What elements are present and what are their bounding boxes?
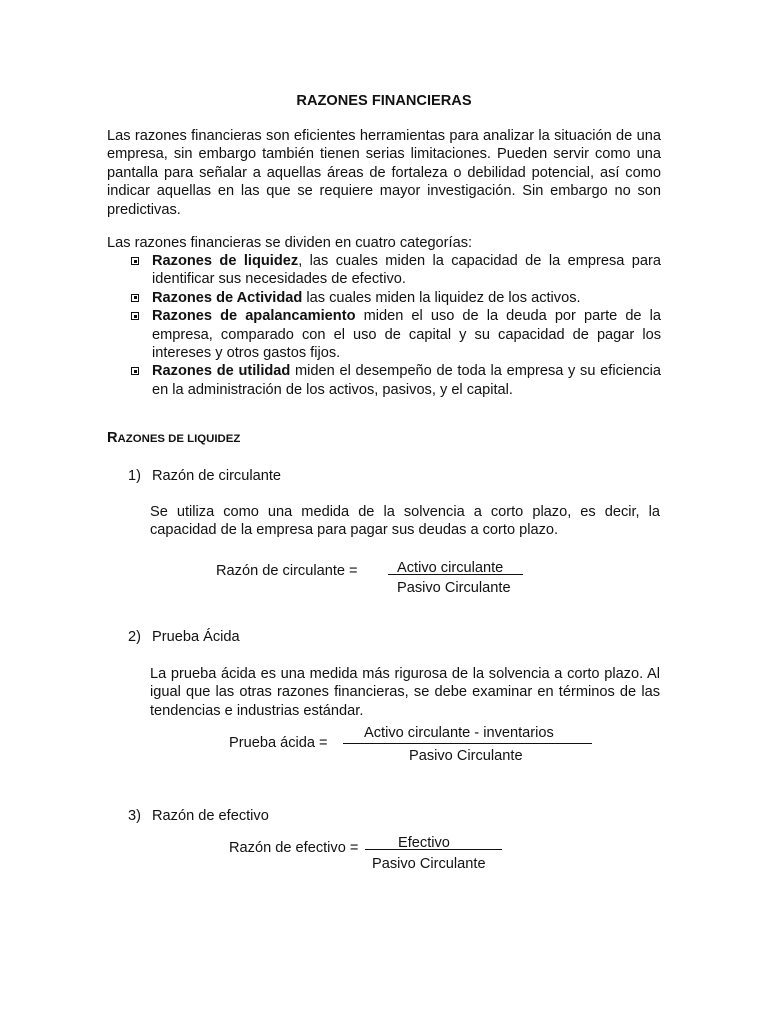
list-item [107,289,661,307]
item-heading [128,628,240,646]
category-text: miden el uso de la deuda por parte de la empresa, comparado con el uso de capital y su capacidad de pagar los intereses y otros gastos fijos. [152,308,661,362]
formula-numerator: Activo circulante [397,560,504,576]
category-term: Razones de Actividad [152,289,303,306]
formula-numerator: Activo circulante - inventarios [364,725,554,741]
formula-label: Razón de efectivo = [229,840,359,856]
item-number: 3) [128,808,141,824]
formula-denominator: Pasivo Circulante [372,856,486,872]
list-item [107,362,661,399]
formula-label: Razón de circulante = [216,563,358,579]
category-text: miden el desempeño de toda la empresa y su eficiencia en la administración de los activos, pasivos, y el capital. [152,363,661,398]
item-description: La prueba ácida es una medida más rigurosa de la solvencia a corto plazo. Al igual que las otras razones financieras, se debe examinar en términos de las tendencias e industrias estándar. [150,666,660,719]
square-bullet-icon [131,257,139,265]
intro-paragraph: Las razones financieras son eficientes herramientas para analizar la situación de una empresa, sin embargo también tienen serias limitaciones. Pueden servir como una pantalla para señalar a aquellas áreas de fortaleza o debilidad potencial, así como indicar aquellas en las que se requiere mayor investigación. Sin embargo no son predictivas. [107,128,661,218]
fraction-line [388,574,523,575]
section-heading-initial: R [107,430,118,446]
item-heading [128,467,281,485]
fraction-line [365,849,502,850]
item-number: 1) [128,468,141,484]
fraction-line [343,743,592,744]
section-heading [107,429,240,448]
category-term: Razones de liquidez [152,253,299,269]
item-title: Razón de circulante [152,468,281,484]
formula-denominator: Pasivo Circulante [409,748,523,764]
categories-intro: Las razones financieras se dividen en cuatro categorías: [107,235,473,251]
formula-label: Prueba ácida = [229,735,328,751]
item-title: Razón de efectivo [152,808,269,824]
formula-denominator: Pasivo Circulante [397,580,511,596]
square-bullet-icon [131,367,139,375]
square-bullet-icon [131,312,139,320]
item-description: Se utiliza como una medida de la solvencia a corto plazo, es decir, la capacidad de la empresa para pagar sus deudas a corto plazo. [150,504,660,539]
square-bullet-icon [131,294,139,302]
item-heading [128,807,269,825]
section-heading-rest: AZONES DE LIQUIDEZ [117,433,241,445]
categories-list [107,252,661,399]
list-item [107,307,661,362]
category-term: Razones de utilidad [152,363,291,380]
category-text: las cuales miden la liquidez de los activos. [302,289,581,306]
item-title: Prueba Ácida [152,629,240,645]
formula-numerator: Efectivo [398,835,450,851]
list-item [107,252,661,289]
category-term: Razones de apalancamiento [152,308,356,325]
item-number: 2) [128,629,141,645]
page-title: RAZONES FINANCIERAS [296,93,472,109]
category-text: , las cuales miden la capacidad de la empresa para identificar sus necesidades de efectivo. [152,253,661,288]
